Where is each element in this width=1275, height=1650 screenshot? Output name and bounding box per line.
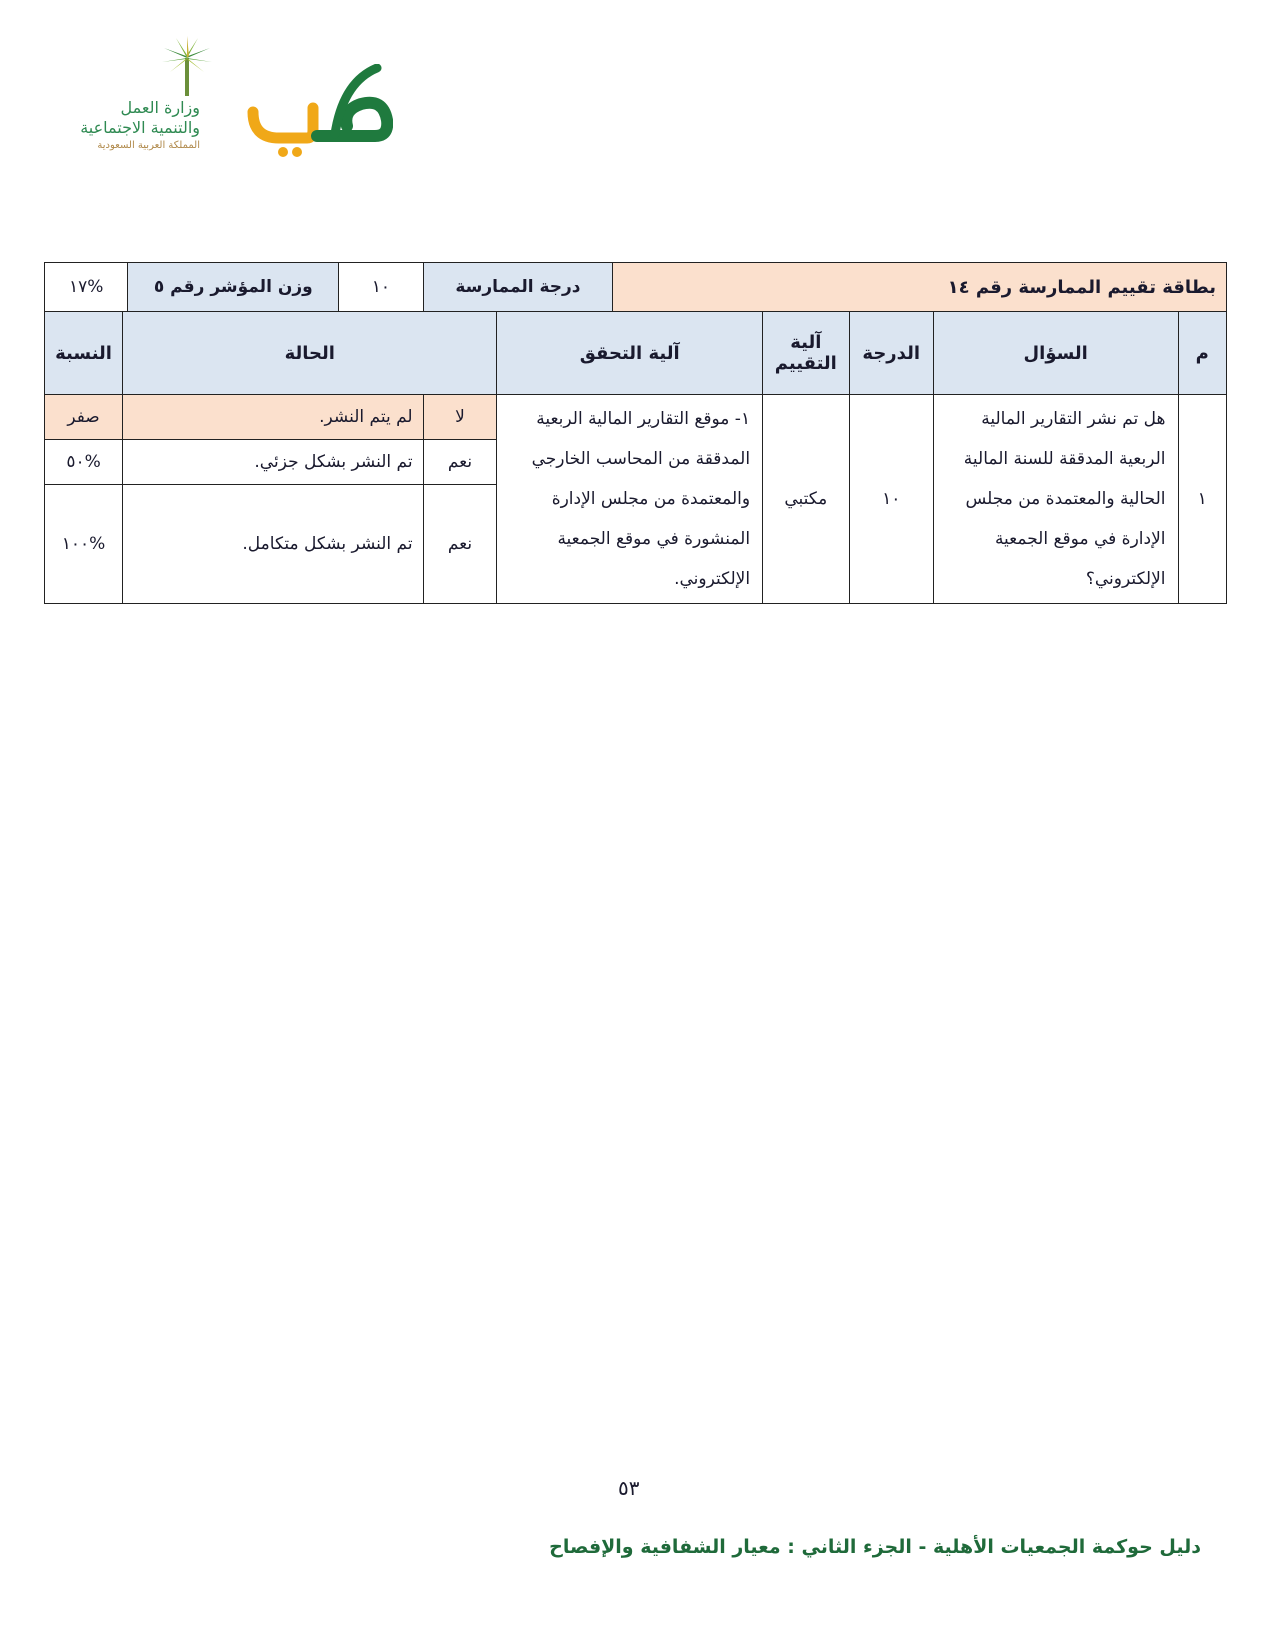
ministry-name-line2: والتنمية الاجتماعية xyxy=(80,118,200,137)
card-summary xyxy=(44,262,1227,312)
header-no: م xyxy=(1178,312,1227,395)
page-number: ٥٣ xyxy=(618,1476,640,1500)
header-evaluation-mechanism: آلية التقييم xyxy=(763,312,849,395)
status-answer: نعم xyxy=(423,439,497,484)
status-text: لم يتم النشر. xyxy=(123,395,424,440)
indicator-weight-value: %١٧ xyxy=(45,263,128,312)
evaluation-card xyxy=(44,262,1227,604)
card-title: بطاقة تقييم الممارسة رقم ١٤ xyxy=(613,263,1227,312)
table-header-row xyxy=(45,312,1227,395)
verification-text: ١- موقع التقارير المالية الربعية المدققة من المحاسب الخارجي والمعتمدة من مجلس الإدارة المنشورة في موقع الجمعية الإلكتروني. xyxy=(497,395,763,604)
status-text: تم النشر بشكل متكامل. xyxy=(123,484,424,603)
status-ratio: صفر xyxy=(45,395,123,440)
status-answer: لا xyxy=(423,395,497,440)
practice-degree-value: ١٠ xyxy=(339,263,423,312)
row-number: ١ xyxy=(1178,395,1227,604)
row-evaluation-mechanism: مكتبي xyxy=(763,395,849,604)
header-status: الحالة xyxy=(123,312,497,395)
table-row xyxy=(45,395,1227,440)
header-degree: الدرجة xyxy=(849,312,933,395)
palm-tree-icon xyxy=(156,36,218,96)
brand-logo xyxy=(243,64,393,164)
status-ratio: %٥٠ xyxy=(45,439,123,484)
status-answer: نعم xyxy=(423,484,497,603)
row-degree: ١٠ xyxy=(849,395,933,604)
header-question: السؤال xyxy=(933,312,1178,395)
evaluation-table xyxy=(44,311,1227,604)
ministry-country: المملكة العربية السعودية xyxy=(97,140,200,151)
header-verification-mechanism: آلية التحقق xyxy=(497,312,763,395)
status-ratio: %١٠٠ xyxy=(45,484,123,603)
practice-degree-label: درجة الممارسة xyxy=(423,263,613,312)
footer-title: دليل حوكمة الجمعيات الأهلية - الجزء الثاني : معيار الشفافية والإفصاح xyxy=(549,1536,1201,1558)
indicator-weight-label: وزن المؤشر رقم ٥ xyxy=(128,263,339,312)
question-text: هل تم نشر التقارير المالية الربعية المدققة للسنة المالية الحالية والمعتمدة من مجلس الإدارة في موقع الجمعية الإلكتروني؟ xyxy=(933,395,1178,604)
header-ratio: النسبة xyxy=(45,312,123,395)
ministry-name-line1: وزارة العمل xyxy=(120,98,200,117)
status-text: تم النشر بشكل جزئي. xyxy=(123,439,424,484)
ministry-logo xyxy=(60,36,200,164)
